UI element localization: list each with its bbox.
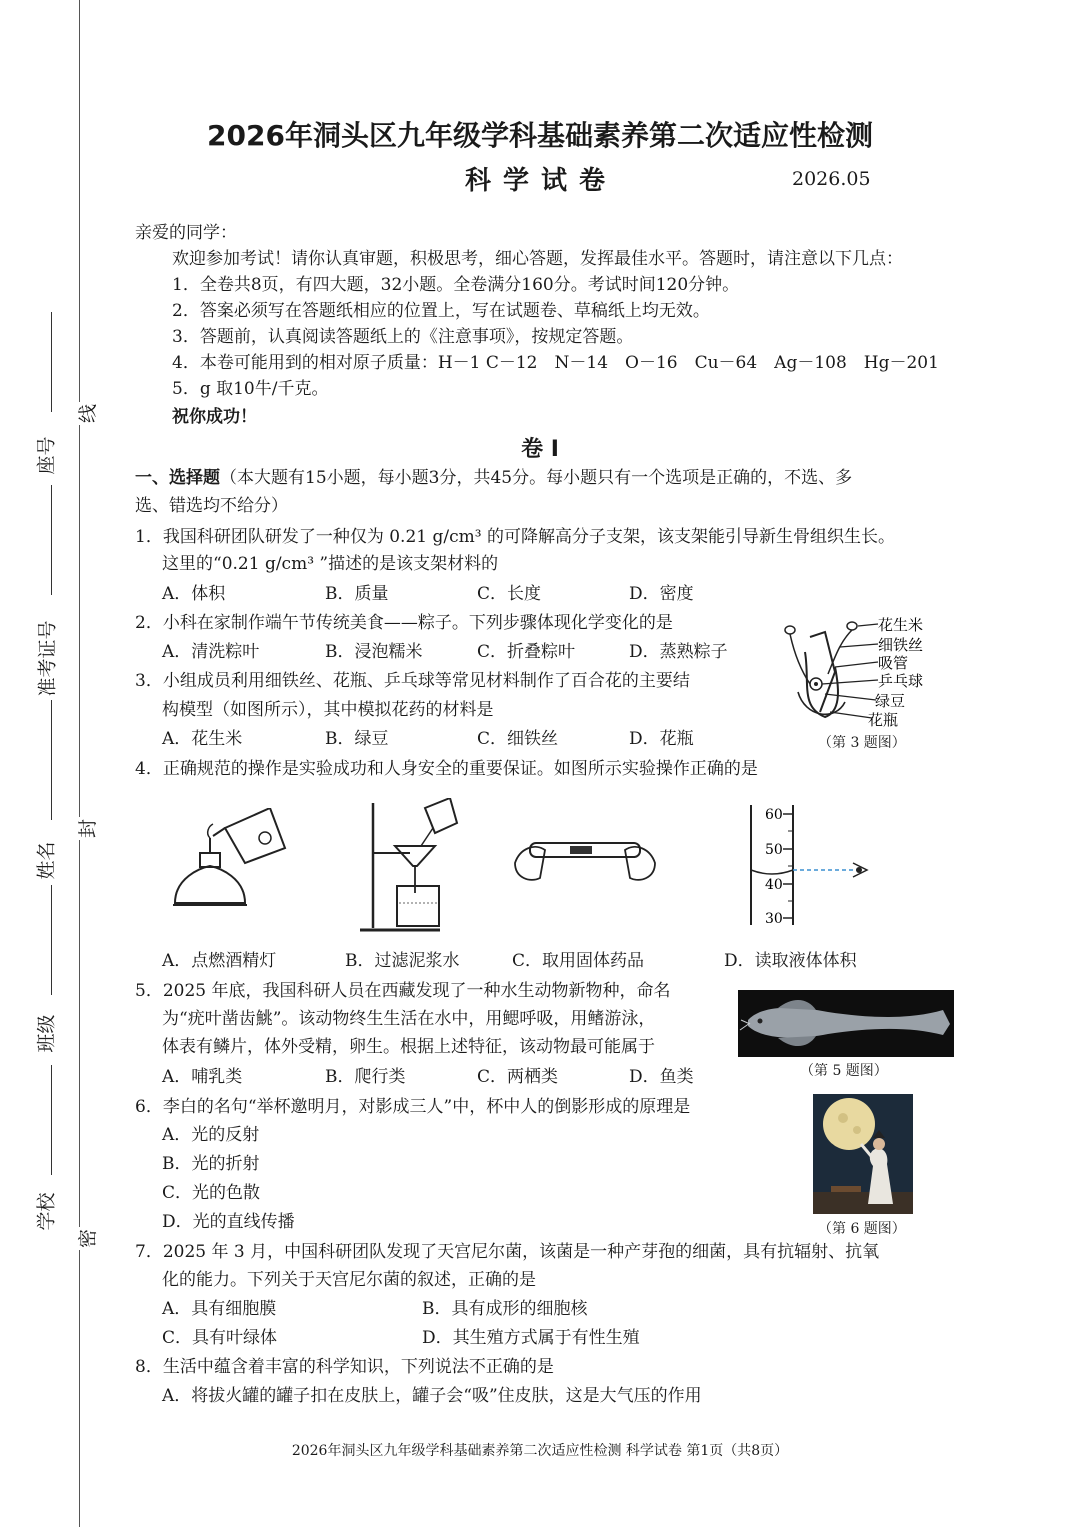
q7-option-b: B．具有成形的细胞核 [422, 1299, 588, 1319]
q2-option-c: C．折叠粽叶 [477, 642, 576, 662]
fig-label-mungbean: 绿豆 [875, 692, 906, 710]
q6-option-b: B．光的折射 [162, 1154, 260, 1174]
q6-option-a: A．光的反射 [162, 1125, 260, 1145]
tick-40: 40 [765, 877, 783, 893]
q4-option-c: C．取用固体药品 [512, 951, 645, 971]
exam-date: 2026.05 [792, 168, 871, 190]
q4-option-a: A．点燃酒精灯 [162, 951, 277, 971]
tick-60: 60 [765, 807, 783, 823]
seal-seal-mark: 封 [73, 817, 100, 840]
q3-option-d: D．花瓶 [629, 729, 694, 749]
q5-line3: 体表有鳞片，体外受精，卵生。根据上述特征，该动物最可能属于 [162, 1037, 655, 1057]
filtration-figure [355, 798, 475, 938]
exam-no-blank [51, 485, 52, 595]
binding-line [79, 0, 80, 1527]
notice-item-3: 3．答题前，认真阅读答题纸上的《注意事项》，按规定答题。 [172, 327, 634, 347]
q5-caption: （第 5 题图） [800, 1063, 888, 1079]
q1-option-d: D．密度 [629, 584, 694, 604]
q1-line2: 这里的“0.21 g/cm³ ”描述的是该支架材料的 [162, 554, 499, 574]
exam-subtitle: 科学试卷 [465, 166, 618, 196]
moon-poet-picture [813, 1094, 913, 1214]
q5-line2: 为“疣叶凿齿鮡”。该动物终生生活在水中，用鳃呼吸，用鳍游泳， [162, 1009, 656, 1029]
tick-30: 30 [765, 911, 783, 927]
q1-option-c: C．长度 [477, 584, 542, 604]
q6-option-c: C．光的色散 [162, 1183, 261, 1203]
notice-item-4: 4．本卷可能用到的相对原子质量：H－1 C－12 N－14 O－16 Cu－64 Ag－108 Hg－201 [172, 353, 939, 373]
q7-option-d: D．其生殖方式属于有性生殖 [422, 1328, 640, 1348]
notice-item-5: 5．g 取10牛/千克。 [172, 379, 329, 399]
q8-option-a: A．将拔火罐的罐子扣在皮肤上，罐子会“吸”住皮肤，这是大气压的作用 [162, 1386, 702, 1406]
q3-line1: 3．小组成员利用细铁丝、花瓶、乒乓球等常见材料制作了百合花的主要结 [135, 671, 690, 691]
page-footer: 2026年洞头区九年级学科基础素养第二次适应性检测 科学试卷 第1页（共8页） [291, 1443, 789, 1459]
section-desc-2: 选、错选均不给分） [135, 496, 288, 516]
q7-line1: 7．2025 年 3 月，中国科研团队发现了天宫尼尔菌，该菌是一种产芽孢的细菌，具有抗辐射、抗氧 [135, 1242, 880, 1262]
name-label: 姓名 [35, 841, 58, 880]
q3-option-b: B．绿豆 [325, 729, 389, 749]
q7-option-c: C．具有叶绿体 [162, 1328, 278, 1348]
q6-caption: （第 6 题图） [818, 1221, 906, 1237]
section-title: 一、选择题 [135, 468, 220, 488]
q7-line2: 化的能力。下列关于天宫尼尔菌的叙述，正确的是 [162, 1270, 536, 1290]
q2-stem: 2．小科在家制作端午节传统美食——粽子。下列步骤体现化学变化的是 [135, 613, 673, 633]
flower-model-figure [780, 612, 950, 732]
greeting: 亲爱的同学： [135, 223, 237, 243]
school-blank [51, 1065, 52, 1175]
q4-stem: 4．正确规范的操作是实验成功和人身安全的重要保证。如图所示实验操作正确的是 [135, 759, 758, 779]
class-label: 班级 [35, 1014, 58, 1053]
notice-item-2: 2．答案必须写在答题纸相应的位置上，写在试题卷、草稿纸上均无效。 [172, 301, 710, 321]
fig-label-wire: 细铁丝 [878, 636, 924, 654]
school-label: 学校 [35, 1192, 58, 1231]
alcohol-lamp-figure [165, 808, 305, 928]
q5-line1: 5．2025 年底，我国科研人员在西藏发现了一种水生动物新物种，命名 [135, 981, 671, 1001]
q6-option-d: D．光的直线传播 [162, 1212, 295, 1232]
notice-intro: 欢迎参加考试！请你认真审题，积极思考，细心答题，发挥最佳水平。答题时，请注意以下几点： [172, 249, 903, 269]
fish-photo [738, 990, 954, 1057]
notice-wish: 祝你成功！ [172, 407, 257, 427]
fig-label-peanut: 花生米 [878, 616, 924, 634]
q1-option-a: A．体积 [162, 584, 226, 604]
fig-label-vase: 花瓶 [868, 711, 899, 729]
fig-label-pingpong: 乒乓球 [878, 672, 924, 690]
q1-line1: 1．我国科研团队研发了一种仅为 0.21 g/cm³ 的可降解高分子支架，该支架能引导新生骨组织生长。 [135, 527, 895, 547]
q2-option-d: D．蒸熟粽子 [629, 642, 728, 662]
section-desc-1: （本大题有15小题，每小题3分，共45分。每小题只有一个选项是正确的，不选、多 [220, 468, 853, 488]
q2-option-a: A．清洗粽叶 [162, 642, 260, 662]
q2-option-b: B．浸泡糯米 [325, 642, 423, 662]
exam-title: 2026年洞头区九年级学科基础素养第二次适应性检测 [207, 119, 873, 152]
exam-no-label: 准考证号 [36, 620, 59, 697]
solid-reagent-figure [510, 828, 660, 898]
q6-stem: 6．李白的名句“举杯邀明月，对影成三人”中，杯中人的倒影形成的原理是 [135, 1097, 691, 1117]
q3-caption: （第 3 题图） [818, 735, 906, 751]
seal-line-mark: 线 [73, 402, 100, 425]
cylinder-figure [745, 800, 885, 930]
q7-option-a: A．具有细胞膜 [162, 1299, 277, 1319]
q5-option-d: D．鱼类 [629, 1067, 694, 1087]
q3-option-c: C．细铁丝 [477, 729, 559, 749]
q5-option-c: C．两栖类 [477, 1067, 559, 1087]
notice-item-1: 1．全卷共8页，有四大题，32小题。全卷满分160分。考试时间120分钟。 [172, 275, 740, 295]
q5-option-a: A．哺乳类 [162, 1067, 243, 1087]
q8-stem: 8．生活中蕴含着丰富的科学知识，下列说法不正确的是 [135, 1357, 554, 1377]
seal-secret-mark: 密 [73, 1227, 100, 1250]
seat-label: 座号 [35, 436, 58, 475]
fig-label-straw: 吸管 [878, 654, 909, 672]
q5-option-b: B．爬行类 [325, 1067, 406, 1087]
seat-blank [51, 312, 52, 412]
q3-line2: 构模型（如图所示），其中模拟花药的材料是 [162, 700, 494, 720]
volume-heading: 卷 I [521, 437, 559, 462]
class-blank [51, 885, 52, 995]
q1-option-b: B．质量 [325, 584, 389, 604]
q3-option-a: A．花生米 [162, 729, 243, 749]
q4-option-d: D．读取液体体积 [724, 951, 857, 971]
name-blank [51, 700, 52, 820]
tick-50: 50 [765, 842, 783, 858]
q4-option-b: B．过滤泥浆水 [345, 951, 460, 971]
